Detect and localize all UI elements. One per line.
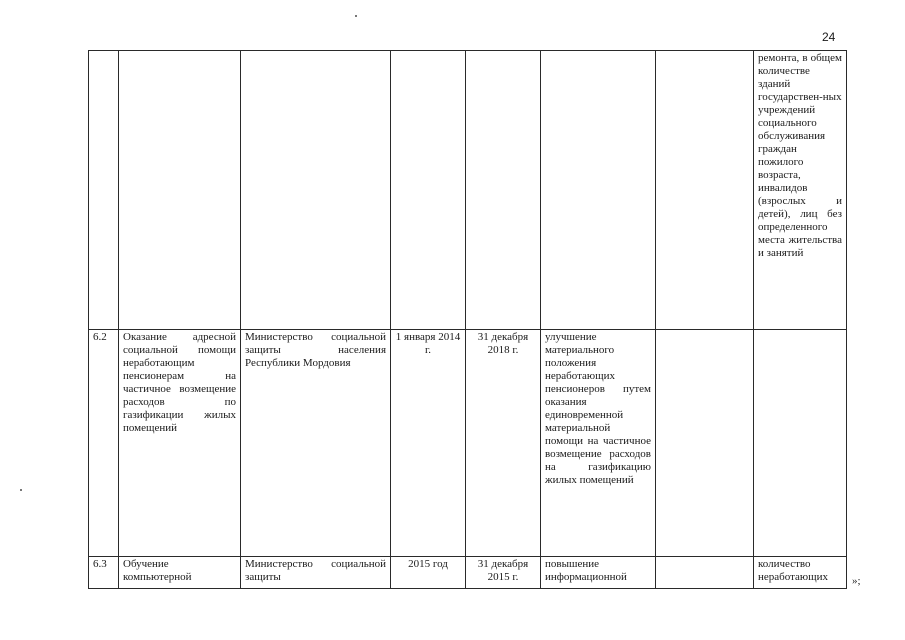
cell-expected-result (541, 51, 656, 330)
table-row (89, 557, 847, 589)
page-number: 24 (822, 30, 836, 44)
cell-measure-name: Обучение компьютерной (119, 557, 241, 589)
cell-start-date: 2015 год (391, 557, 466, 589)
cell-end-date: 31 декабря 2015 г. (466, 557, 541, 589)
cell-number: 6.3 (89, 557, 119, 589)
cell-column-7 (656, 330, 754, 557)
closing-quote-mark: »; (852, 575, 861, 587)
cell-expected-result: повышение информационной (541, 557, 656, 589)
cell-start-date (391, 51, 466, 330)
cell-end-date: 31 декабря 2018 г. (466, 330, 541, 557)
cell-start-date: 1 января 2014 г. (391, 330, 466, 557)
cell-end-date (466, 51, 541, 330)
scan-speck (20, 489, 22, 491)
cell-column-7 (656, 557, 754, 589)
cell-measure-name: Оказание адресной социальной помощи неработающим пенсионерам на частичное возмещение расходов по газификации жилых помещений (119, 330, 241, 557)
cell-number (89, 51, 119, 330)
cell-indicator: ремонта, в общем количестве зданий государствен-ных учреждений социального обслуживания граждан пожилого возраста, инвалидов (взрослых и детей), лиц без определенного места жительства и занятий (754, 51, 847, 330)
cell-executor: Министерство социальной защиты (241, 557, 391, 589)
cell-indicator: количество неработающих (754, 557, 847, 589)
table-row (89, 51, 847, 330)
table-row (89, 330, 847, 557)
cell-executor: Министерство социальной защиты населения Республики Мордовия (241, 330, 391, 557)
scan-speck (355, 15, 357, 17)
cell-measure-name (119, 51, 241, 330)
cell-expected-result: улучшение материального положения неработающих пенсионеров путем оказания единовременной материальной помощи на частичное возмещение расходов на газификацию жилых помещений (541, 330, 656, 557)
cell-number: 6.2 (89, 330, 119, 557)
cell-column-7 (656, 51, 754, 330)
cell-indicator (754, 330, 847, 557)
cell-executor (241, 51, 391, 330)
program-table (88, 50, 847, 589)
